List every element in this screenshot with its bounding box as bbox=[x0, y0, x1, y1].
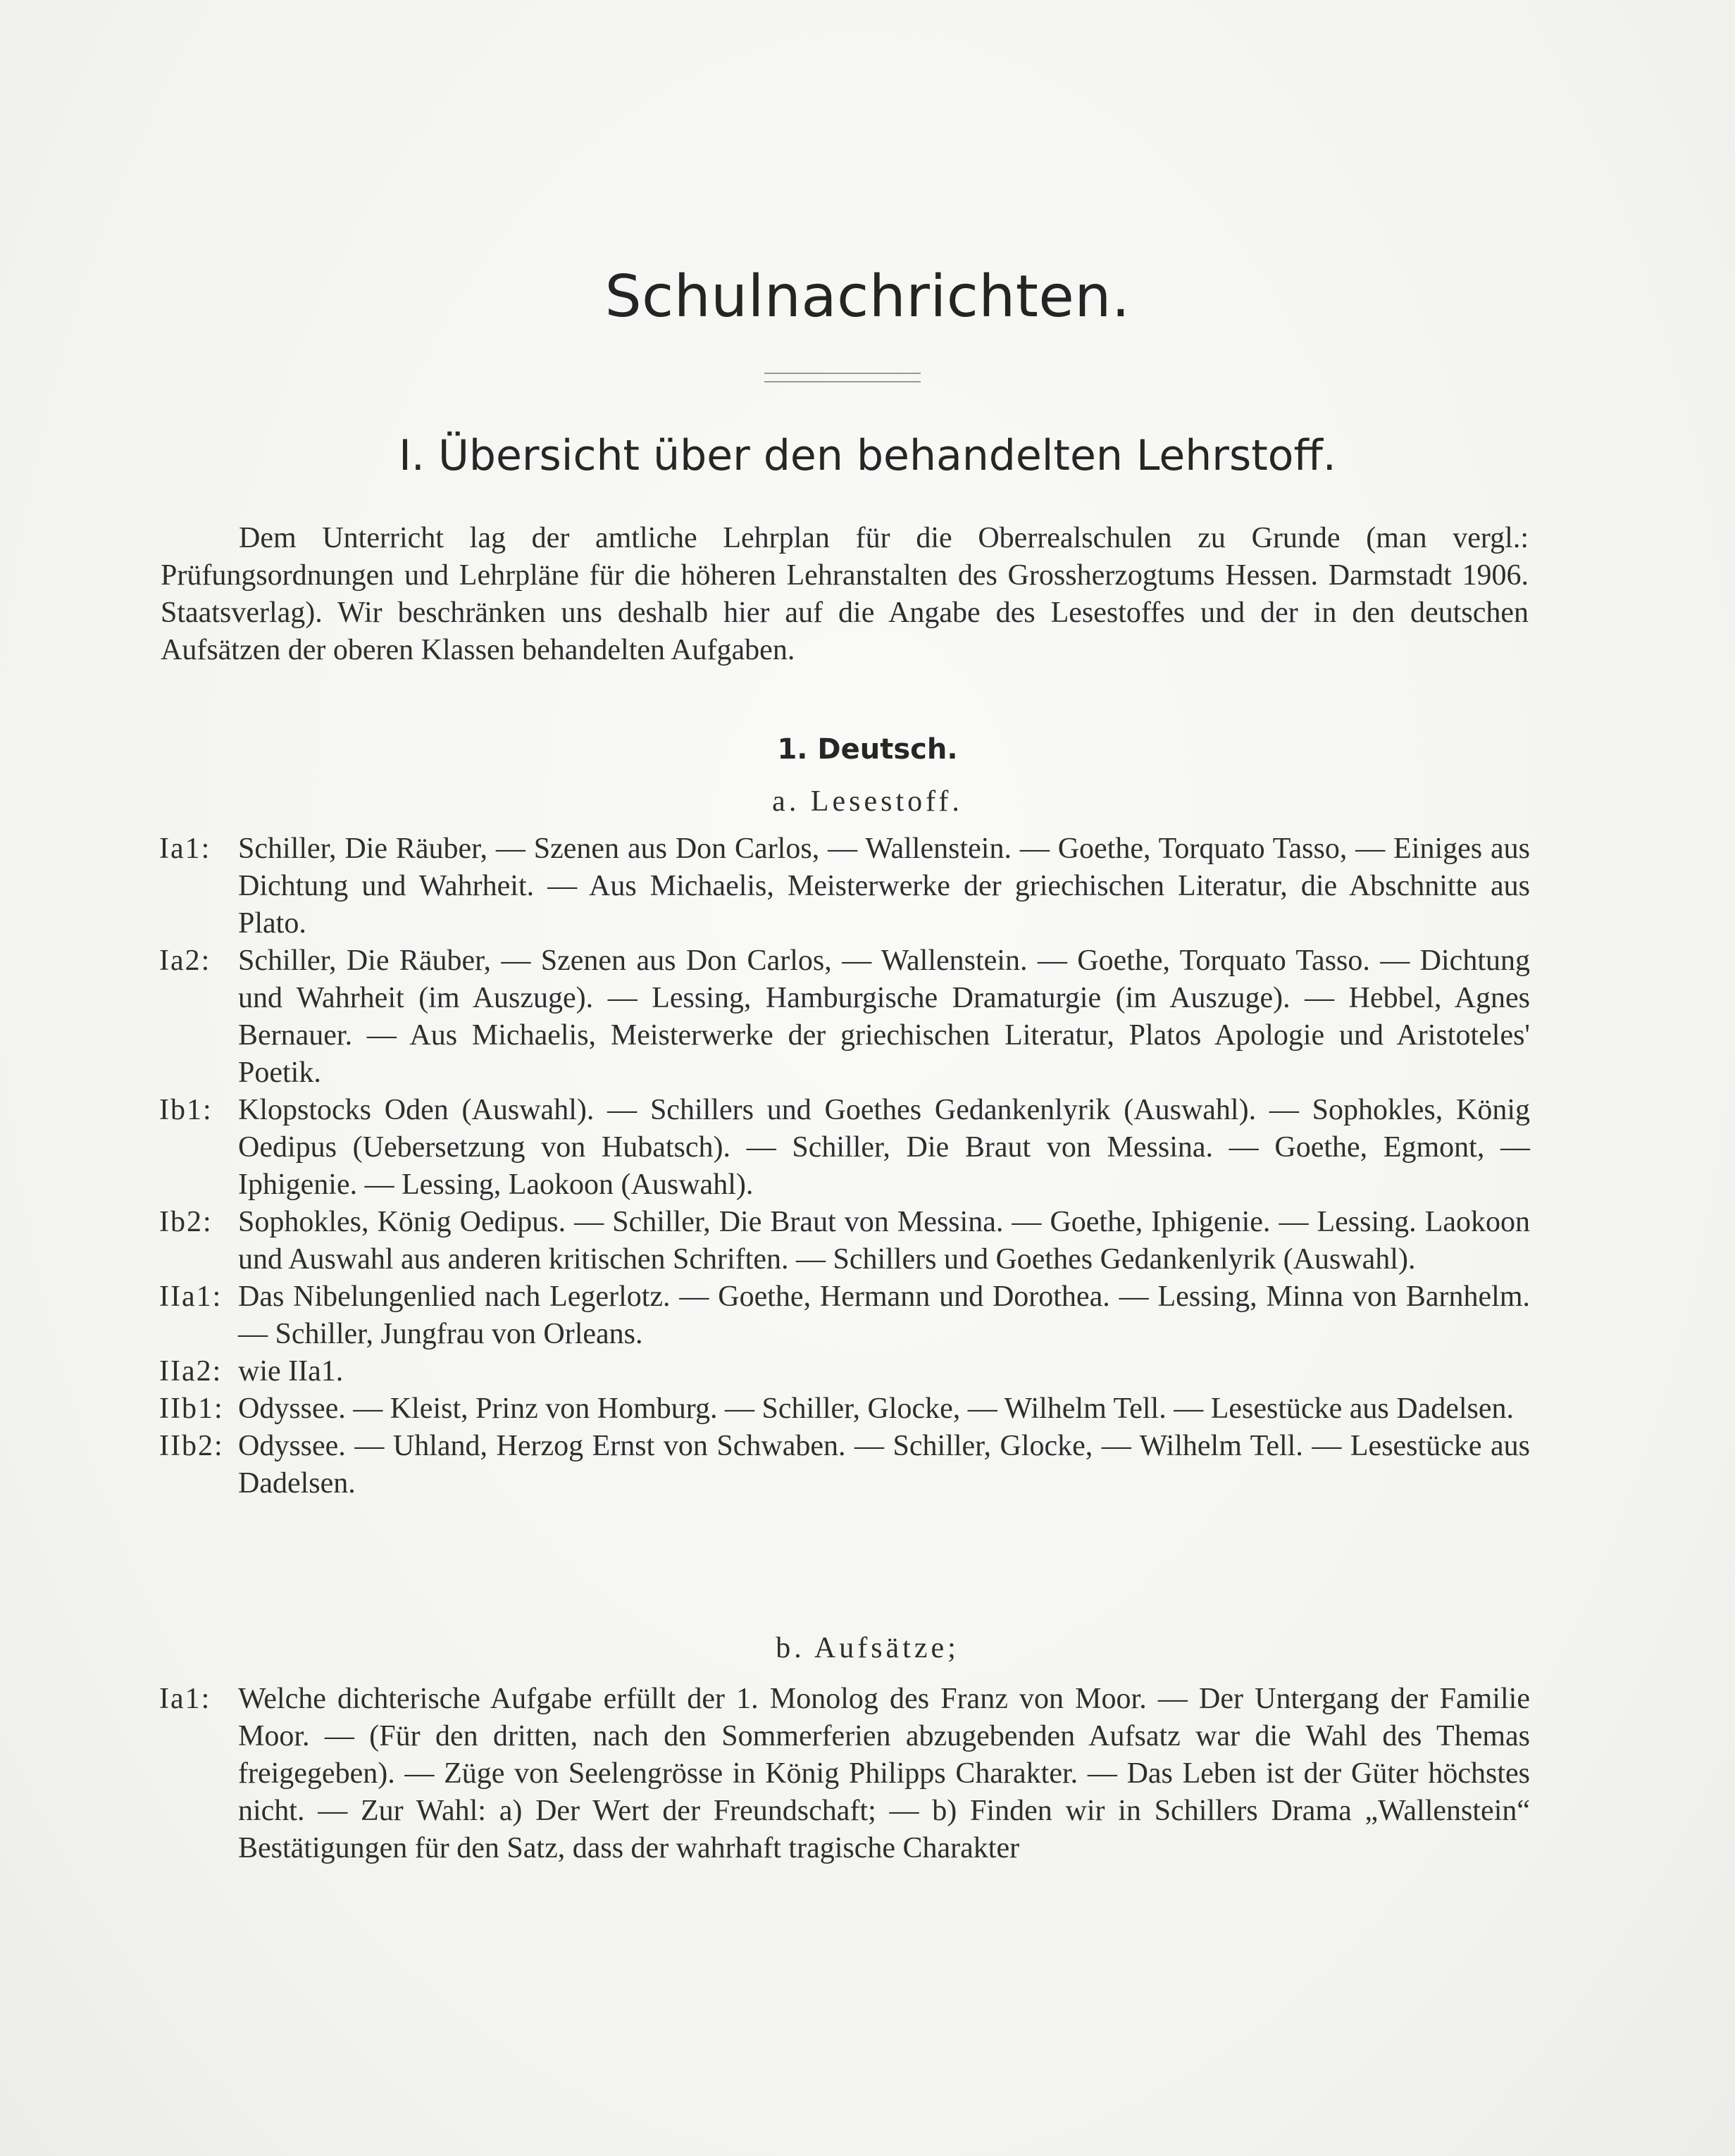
page-title: Schulnachrichten. bbox=[604, 263, 1131, 330]
entry-text: wie IIa1. bbox=[238, 1355, 344, 1388]
entry-text: Odyssee. — Kleist, Prinz von Homburg. — Schiller, Glocke, — Wilhelm Tell. — Lesestücke aus Dadelsen. bbox=[238, 1392, 1515, 1425]
section-heading: I. Übersicht über den behandelten Lehrstoff. bbox=[399, 431, 1336, 480]
lesestoff-heading: a. Lesestoff. bbox=[772, 785, 963, 818]
list-item bbox=[159, 830, 1530, 942]
list-item bbox=[159, 942, 1530, 1092]
list-item bbox=[159, 1681, 1530, 1867]
entry-text: Klopstocks Oden (Auswahl). — Schillers und Goethes Gedankenlyrik (Auswahl). — Sophokles, König Oedipus (Uebersetzung von Hubatsch). — Schiller, Die Braut von Messina. — Goethe, Egmont, — Iphigenie. — Lessing, Laokoon (Auswahl). bbox=[238, 1094, 1530, 1201]
class-label: IIb1: bbox=[159, 1392, 224, 1425]
class-label: Ia2: bbox=[159, 945, 211, 977]
entry-text: Schiller, Die Räuber, — Szenen aus Don Carlos, — Wallenstein. — Goethe, Torquato Tasso. — Dichtung und Wahrheit (im Auszuge). — Lessing, Hamburgische Dramaturgie (im Auszuge). — Hebbel, Agnes Bernauer. — Aus Michaelis, Meisterwerke der griechischen Literatur, Platos Apologie und Aristoteles' Poetik. bbox=[238, 945, 1530, 1089]
entry-text: Schiller, Die Räuber, — Szenen aus Don Carlos, — Wallenstein. — Goethe, Torquato Tasso, — Einiges aus Dichtung und Wahrheit. — Aus Michaelis, Meisterwerke der griechischen Literatur, die Abschnitte aus Plato. bbox=[238, 833, 1530, 940]
class-label: IIa1: bbox=[159, 1280, 223, 1313]
class-label: Ia1: bbox=[159, 1683, 211, 1715]
list-item bbox=[159, 1204, 1530, 1278]
subject-heading: 1. Deutsch. bbox=[777, 733, 958, 766]
entry-text: Odyssee. — Uhland, Herzog Ernst von Schwaben. — Schiller, Glocke, — Wilhelm Tell. — Lesestücke aus Dadelsen. bbox=[238, 1430, 1530, 1500]
lesestoff-list bbox=[159, 830, 1530, 1502]
list-item bbox=[159, 1092, 1530, 1204]
entry-text: Das Nibelungenlied nach Legerlotz. — Goethe, Hermann und Dorothea. — Lessing, Minna von Barnhelm. — Schiller, Jungfrau von Orleans. bbox=[238, 1280, 1530, 1350]
class-label: Ib2: bbox=[159, 1206, 213, 1238]
list-item bbox=[159, 1278, 1530, 1353]
class-label: IIb2: bbox=[159, 1430, 224, 1462]
list-item bbox=[159, 1353, 1530, 1390]
intro-paragraph: Dem Unterricht lag der amtliche Lehrplan für die Oberrealschulen zu Grunde (man vergl.: Prüfungsordnungen und Lehrpläne für die höheren Lehranstalten des Grossherzogtums Hessen. Darmstadt 1906. Staatsverlag). Wir beschränken uns deshalb hier auf die Angabe des Lesestoffes und der in den deutschen Aufsätzen der oberen Klassen behandelten Aufgaben. bbox=[161, 522, 1529, 666]
aufsaetze-list bbox=[159, 1681, 1530, 1867]
class-label: Ia1: bbox=[159, 833, 211, 865]
entry-text: Welche dichterische Aufgabe erfüllt der 1. Monolog des Franz von Moor. — Der Untergang der Familie Moor. — (Für den dritten, nach den Sommerferien abzugebenden Aufsatz war die Wahl des Themas freigegeben). — Züge von Seelengrösse in König Philipps Charakter. — Das Leben ist der Güter höchstes nicht. — Zur Wahl: a) Der Wert der Freundschaft; — b) Finden wir in Schillers Drama „Wallenstein“ Bestätigungen für den Satz, dass der wahrhaft tragische Charakter bbox=[238, 1683, 1530, 1864]
title-divider bbox=[764, 373, 921, 382]
class-label: IIa2: bbox=[159, 1355, 223, 1388]
entry-text: Sophokles, König Oedipus. — Schiller, Die Braut von Messina. — Goethe, Iphigenie. — Lessing. Laokoon und Auswahl aus anderen kritischen Schriften. — Schillers und Goethes Gedankenlyrik (Auswahl). bbox=[238, 1206, 1530, 1276]
list-item bbox=[159, 1428, 1530, 1502]
aufsaetze-heading: b. Aufsätze; bbox=[776, 1632, 959, 1664]
class-label: Ib1: bbox=[159, 1094, 213, 1126]
list-item bbox=[159, 1390, 1530, 1428]
